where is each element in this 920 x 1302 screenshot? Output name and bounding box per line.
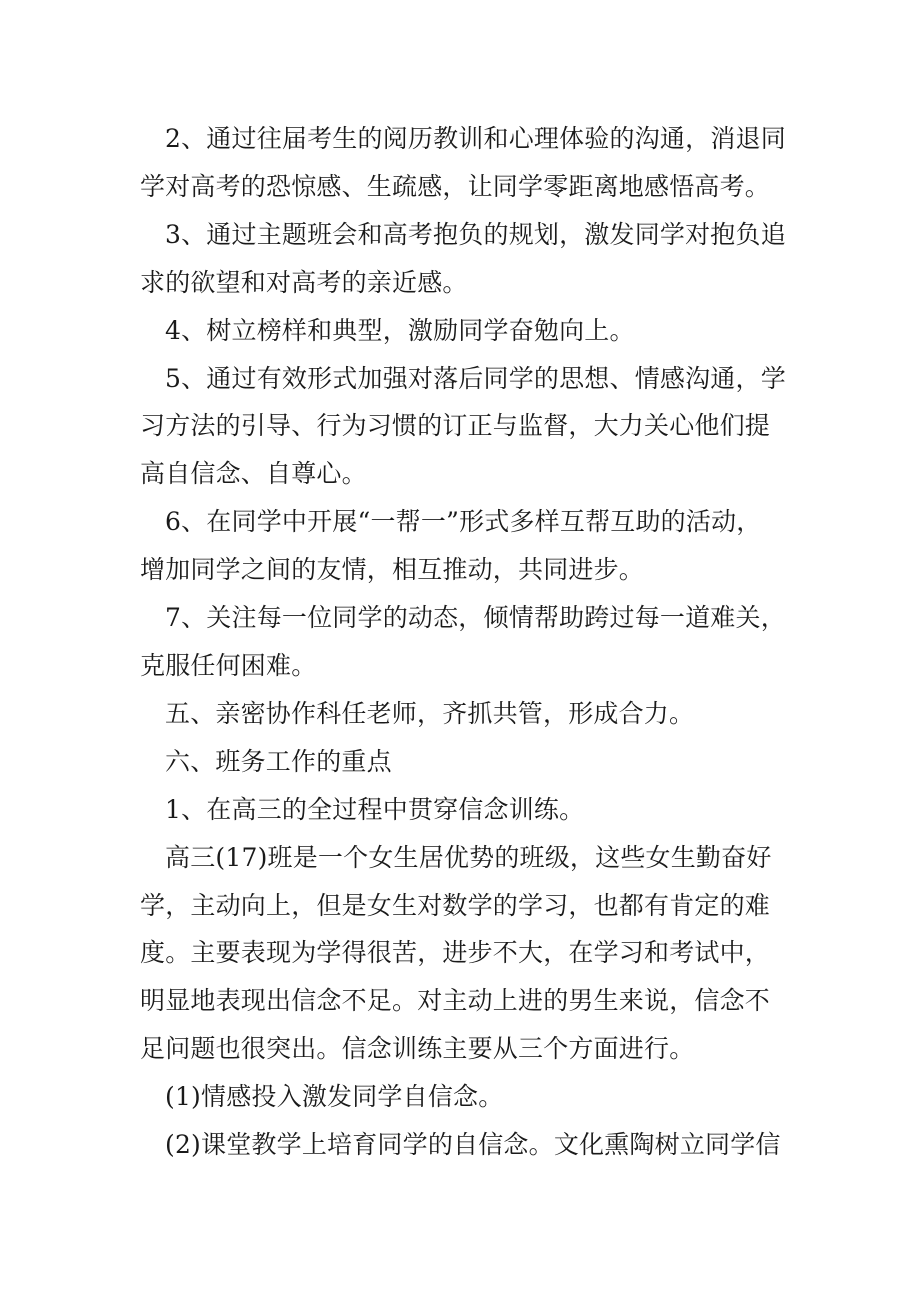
paragraph-item-2: [140, 115, 786, 211]
paragraph-item-5: [140, 355, 786, 499]
section-heading-six: [140, 738, 776, 786]
paragraph-sub-1: [140, 1073, 776, 1121]
text-line: 六、班务工作的重点: [165, 746, 392, 776]
paragraph-class-description: [140, 834, 776, 1074]
text-line: 6、在同学中开展“一帮一”形式多样互帮互助的活动，: [165, 507, 762, 537]
text-line: 习方法的引导、行为习惯的订正与监督，大力关心他们提: [140, 411, 771, 441]
text-line: 学，主动向上，但是女生对数学的学习，也都有肯定的难: [140, 890, 771, 920]
text-line: 4、树立榜样和典型，激励同学奋勉向上。: [165, 315, 635, 345]
text-line: (2)课堂教学上培育同学的自信念。文化熏陶树立同学信: [165, 1130, 781, 1160]
text-line: 明显地表现出信念不足。对主动上进的男生来说，信念不: [140, 986, 771, 1016]
text-line: 1、在高三的全过程中贯穿信念训练。: [165, 794, 585, 824]
text-line: 求的欲望和对高考的亲近感。: [140, 267, 468, 297]
text-line: 高自信念、自尊心。: [140, 459, 367, 489]
text-line: 7、关注每一位同学的动态，倾情帮助跨过每一道难关，: [165, 603, 786, 633]
paragraph-sub-2: [140, 1121, 781, 1169]
paragraph-item-6: [140, 498, 776, 594]
text-line: 足问题也很突出。信念训练主要从三个方面进行。: [140, 1034, 695, 1064]
text-line: 高三(17)班是一个女生居优势的班级，这些女生勤奋好: [165, 842, 772, 872]
text-line: (1)情感投入激发同学自信念。: [165, 1082, 504, 1112]
paragraph-item-3: [140, 211, 786, 307]
document-body: [140, 115, 786, 1169]
text-line: 3、通过主题班会和高考抱负的规划，激发同学对抱负追: [165, 219, 786, 249]
text-line: 五、亲密协作科任老师，齐抓共管，形成合力。: [165, 698, 695, 728]
text-line: 度。主要表现为学得很苦，进步不大，在学习和考试中，: [140, 938, 771, 968]
text-line: 增加同学之间的友情，相互推动，共同进步。: [140, 555, 645, 585]
text-line: 5、通过有效形式加强对落后同学的思想、情感沟通，学: [165, 363, 786, 393]
paragraph-item-4: [140, 307, 776, 355]
text-line: 学对高考的恐惊感、生疏感，让同学零距离地感悟高考。: [140, 171, 771, 201]
text-line: 2、通过往届考生的阅历教训和心理体验的沟通，消退同: [165, 124, 786, 153]
text-line: 克服任何困难。: [140, 650, 317, 680]
paragraph-item-7: [140, 594, 786, 690]
section-heading-five: [140, 690, 776, 738]
paragraph-item-1: [140, 786, 776, 834]
